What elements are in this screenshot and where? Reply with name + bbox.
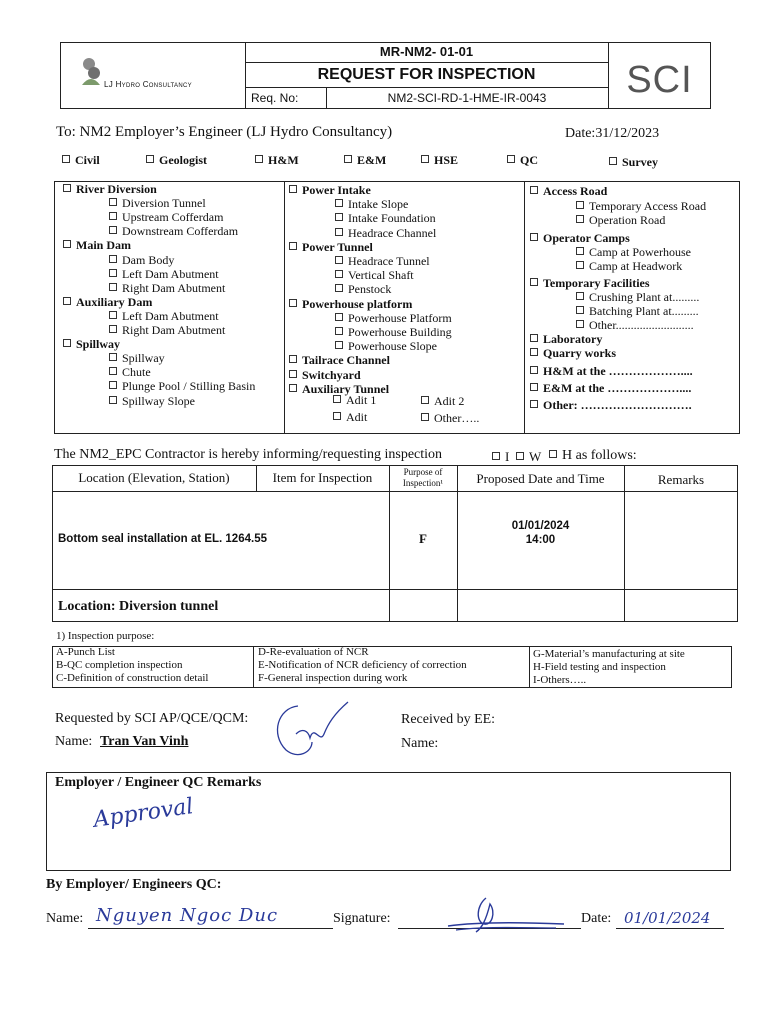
works-option[interactable] xyxy=(335,254,430,268)
works-option-label: Headrace Tunnel xyxy=(348,254,430,268)
logo-text: LJ Hydro Consultancy xyxy=(104,80,192,89)
checkbox-icon xyxy=(289,299,297,307)
checkbox-icon xyxy=(335,270,343,278)
works-option[interactable] xyxy=(109,196,206,210)
works-option-label: Quarry works xyxy=(543,346,616,360)
works-option-label: Right Dam Abutment xyxy=(122,280,226,295)
works-option-label: Powerhouse Slope xyxy=(348,339,437,354)
works-option-label: Powerhouse platform xyxy=(302,296,413,311)
checkbox-icon xyxy=(109,353,117,361)
checkbox-icon xyxy=(335,313,343,321)
works-option-label: Operator Camps xyxy=(543,231,630,245)
row-date: 01/01/2024 xyxy=(511,520,570,532)
works-option[interactable] xyxy=(576,199,706,213)
works-option-label: Other.......................... xyxy=(589,318,694,332)
header-row-line-1 xyxy=(245,62,608,63)
table-location-line xyxy=(52,589,738,590)
checkbox-icon xyxy=(335,284,343,292)
works-option-label: Tailrace Channel xyxy=(302,353,390,368)
purpose-b: B-QC completion inspection xyxy=(56,659,183,671)
req-no-value: NM2-SCI-RD-1-HME-IR-0043 xyxy=(387,91,547,105)
inspection-type-i[interactable]: I xyxy=(492,450,509,464)
checkbox-icon xyxy=(335,327,343,335)
works-option[interactable] xyxy=(109,379,255,393)
works-option-label: Headrace Channel xyxy=(348,225,437,240)
checkbox-icon xyxy=(109,283,117,291)
inspection-type-w[interactable]: W xyxy=(516,450,541,464)
works-option[interactable] xyxy=(289,183,371,197)
works-option[interactable] xyxy=(335,197,408,211)
checkbox-icon xyxy=(289,185,297,193)
checkbox-icon xyxy=(576,201,584,209)
sign-date-label: Date: xyxy=(581,911,612,926)
checkbox-icon xyxy=(344,155,352,163)
works-option-label: Plunge Pool / Stilling Basin xyxy=(122,379,256,394)
works-option-label: E&M at the ……………….... xyxy=(543,381,692,395)
works-option[interactable] xyxy=(530,346,616,360)
checkbox-icon xyxy=(421,396,429,404)
works-option-label: Spillway xyxy=(76,337,121,352)
received-name-label: Name: xyxy=(401,736,439,751)
works-option-label: Access Road xyxy=(543,184,608,198)
works-option-label: Batching Plant at......... xyxy=(589,304,699,318)
sign-date-line xyxy=(616,928,724,929)
th-remarks: Remarks xyxy=(657,472,705,487)
requester-name: Tran Van Vinh xyxy=(100,734,189,749)
works-option-label: Upstream Cofferdam xyxy=(122,210,224,225)
checkbox-icon xyxy=(63,339,71,347)
works-option-label: Temporary Access Road xyxy=(589,199,707,213)
works-divider-1 xyxy=(284,181,285,434)
works-option[interactable] xyxy=(289,240,373,254)
works-option[interactable] xyxy=(289,297,412,311)
table-col-line xyxy=(624,465,625,622)
works-option[interactable] xyxy=(63,238,131,252)
works-option[interactable] xyxy=(530,184,607,198)
adit-other-option[interactable]: Other….. xyxy=(421,411,479,425)
checkbox-icon xyxy=(289,384,297,392)
to-line: To: NM2 Employer’s Engineer (LJ Hydro Consultancy) xyxy=(56,124,393,140)
works-option-label: Powerhouse Platform xyxy=(348,310,452,325)
works-option-label: River Diversion xyxy=(76,182,157,196)
purpose-i: I-Others….. xyxy=(533,674,587,686)
works-option-label: Camp at Powerhouse xyxy=(589,245,691,259)
purpose-d: D-Re-evaluation of NCR xyxy=(258,646,369,658)
works-option-label: Power Intake xyxy=(302,183,371,197)
works-option[interactable] xyxy=(335,311,452,325)
qc-signature xyxy=(446,892,566,936)
checkbox-icon xyxy=(576,247,584,255)
checkbox-icon xyxy=(576,215,584,223)
checkbox-icon xyxy=(333,412,341,420)
works-option-label: Main Dam xyxy=(76,238,131,253)
works-option-label: Operation Road xyxy=(589,213,666,227)
row-item: Bottom seal installation at EL. 1264.55 xyxy=(58,533,267,545)
by-qc-label: By Employer/ Engineers QC: xyxy=(46,877,222,892)
checkbox-icon xyxy=(109,367,117,375)
works-option-label: H&M at the ……………….... xyxy=(543,364,693,378)
works-option-label: Temporary Facilities xyxy=(543,276,650,290)
requester-name-label: Name: xyxy=(55,734,93,749)
works-option-label: Camp at Headwork xyxy=(589,259,683,273)
purpose-f: F-General inspection during work xyxy=(258,672,408,684)
sci-brand-logo: SCI xyxy=(626,59,693,101)
th-location: Location (Elevation, Station) xyxy=(78,470,230,485)
discipline-geologist[interactable]: Geologist xyxy=(146,153,207,167)
works-option[interactable] xyxy=(289,353,390,367)
works-option[interactable] xyxy=(109,394,195,408)
checkbox-icon xyxy=(335,256,343,264)
works-option[interactable] xyxy=(335,226,436,240)
th-date: Proposed Date and Time xyxy=(476,471,605,486)
checkbox-icon xyxy=(335,213,343,221)
works-option[interactable] xyxy=(109,365,151,379)
works-option[interactable] xyxy=(63,337,120,351)
discipline-civil[interactable]: Civil xyxy=(62,153,100,167)
header-row-line-2 xyxy=(245,87,608,88)
discipline-hse[interactable]: HSE xyxy=(421,153,458,167)
works-option[interactable] xyxy=(63,182,157,196)
sign-date-hand: 01/01/2024 xyxy=(624,909,711,927)
works-option[interactable] xyxy=(63,295,152,309)
checkbox-icon xyxy=(507,155,515,163)
works-option-label: Switchyard xyxy=(302,367,361,382)
form-title: REQUEST FOR INSPECTION xyxy=(317,66,536,83)
works-option[interactable] xyxy=(109,267,219,281)
works-option-label: Intake Slope xyxy=(348,197,409,212)
adit-2-option[interactable]: Adit 2 xyxy=(421,394,464,408)
checkbox-icon xyxy=(109,226,117,234)
inspection-type-h[interactable]: H as follows: xyxy=(549,448,637,464)
purpose-e: E-Notification of NCR deficiency of correction xyxy=(258,659,467,671)
works-option-label: Crushing Plant at......... xyxy=(589,290,700,304)
works-option-label: Downstream Cofferdam xyxy=(122,224,239,239)
checkbox-icon xyxy=(109,255,117,263)
sign-name-line xyxy=(88,928,333,929)
checkbox-icon xyxy=(109,396,117,404)
checkbox-icon xyxy=(335,228,343,236)
checkbox-icon xyxy=(333,395,341,403)
checkbox-icon xyxy=(289,370,297,378)
checkbox-icon xyxy=(146,155,154,163)
checkbox-icon xyxy=(109,198,117,206)
checkbox-icon xyxy=(421,155,429,163)
company-logo xyxy=(78,55,238,95)
checkbox-icon xyxy=(255,155,263,163)
works-option-label: Penstock xyxy=(348,282,392,297)
works-option-label: Other: ………………………. xyxy=(543,398,692,412)
checkbox-icon xyxy=(335,199,343,207)
works-option[interactable] xyxy=(109,309,219,323)
checkbox-icon xyxy=(549,450,557,458)
checkbox-icon xyxy=(530,366,538,374)
adit-option[interactable]: Adit xyxy=(333,410,367,424)
works-option[interactable] xyxy=(109,224,238,238)
works-option[interactable] xyxy=(109,323,225,337)
checkbox-icon xyxy=(576,292,584,300)
checkbox-icon xyxy=(421,413,429,421)
checkbox-icon xyxy=(62,155,70,163)
sign-name-hand: Nguyen Ngoc Duc xyxy=(96,905,279,926)
works-option[interactable] xyxy=(576,304,699,318)
works-option-label: Power Tunnel xyxy=(302,239,373,254)
qc-remarks-title: Employer / Engineer QC Remarks xyxy=(55,775,262,790)
works-option-label: Left Dam Abutment xyxy=(122,266,219,281)
checkbox-icon xyxy=(109,381,117,389)
adit-1-option[interactable]: Adit 1 xyxy=(333,393,376,407)
checkbox-icon xyxy=(530,400,538,408)
checkbox-icon xyxy=(63,184,71,192)
discipline-qc[interactable]: QC xyxy=(507,153,538,167)
checkbox-icon xyxy=(63,240,71,248)
table-header-line xyxy=(52,491,738,492)
works-option[interactable] xyxy=(576,213,665,227)
checkbox-icon xyxy=(530,334,538,342)
checkbox-icon xyxy=(530,278,538,286)
checkbox-icon xyxy=(530,383,538,391)
th-item: Item for Inspection xyxy=(272,470,373,485)
requester-signature xyxy=(268,694,358,764)
works-option[interactable] xyxy=(109,253,174,267)
lj-logo-icon xyxy=(78,55,104,89)
works-option[interactable] xyxy=(576,318,694,332)
purpose-h: H-Field testing and inspection xyxy=(533,661,666,673)
works-option[interactable] xyxy=(576,290,699,304)
works-option[interactable] xyxy=(335,339,437,353)
form-code: MR-NM2- 01-01 xyxy=(379,44,474,59)
works-option[interactable] xyxy=(289,368,361,382)
checkbox-icon xyxy=(576,320,584,328)
works-option-label: Auxiliary Tunnel xyxy=(302,381,390,396)
works-option-label: Auxiliary Dam xyxy=(76,294,153,309)
works-option[interactable] xyxy=(335,325,452,339)
date-line: Date:31/12/2023 xyxy=(565,126,660,141)
checkbox-icon xyxy=(609,157,617,165)
signature-label: Signature: xyxy=(333,911,391,926)
purpose-g: G-Material’s manufacturing at site xyxy=(533,648,685,660)
location-label: Location: Diversion tunnel xyxy=(58,599,219,614)
checkbox-icon xyxy=(492,452,500,460)
purpose-c: C-Definition of construction detail xyxy=(56,672,209,684)
works-option[interactable] xyxy=(109,351,165,365)
checkbox-icon xyxy=(289,355,297,363)
works-option[interactable] xyxy=(109,210,223,224)
checkbox-icon xyxy=(289,242,297,250)
checkbox-icon xyxy=(530,348,538,356)
works-option[interactable] xyxy=(530,381,691,395)
works-option[interactable] xyxy=(530,364,693,378)
purpose-a: A-Punch List xyxy=(56,646,115,658)
works-option[interactable] xyxy=(335,211,436,225)
works-option-label: Powerhouse Building xyxy=(348,325,452,339)
row-time: 14:00 xyxy=(525,534,556,546)
works-option-label: Vertical Shaft xyxy=(348,268,414,283)
checkbox-icon xyxy=(109,212,117,220)
checkbox-icon xyxy=(109,325,117,333)
row-purpose: F xyxy=(419,531,427,546)
contractor-line: The NM2_EPC Contractor is hereby informing/requesting inspection xyxy=(54,447,443,462)
works-option-label: Chute xyxy=(122,365,151,380)
requested-by-label: Requested by SCI AP/QCE/QCM: xyxy=(55,711,249,726)
checkbox-icon xyxy=(576,261,584,269)
works-option[interactable] xyxy=(576,259,682,273)
works-option-label: Dam Body xyxy=(122,252,175,267)
works-option-label: Right Dam Abutment xyxy=(122,323,226,337)
works-option-label: Spillway xyxy=(122,351,165,366)
checkbox-icon xyxy=(109,269,117,277)
works-option[interactable] xyxy=(335,268,414,282)
discipline-row xyxy=(0,153,768,169)
checkbox-icon xyxy=(109,311,117,319)
qc-remarks-approval: Approval xyxy=(92,794,195,833)
checkbox-icon xyxy=(63,297,71,305)
works-option[interactable] xyxy=(530,332,602,346)
purpose-note: 1) Inspection purpose: xyxy=(56,630,155,642)
purpose-divider-2 xyxy=(529,646,530,688)
works-option[interactable] xyxy=(530,231,630,245)
checkbox-icon xyxy=(516,452,524,460)
discipline-survey[interactable]: Survey xyxy=(609,155,658,169)
checkbox-icon xyxy=(335,341,343,349)
sign-name-label: Name: xyxy=(46,911,84,926)
discipline-hm[interactable]: H&M xyxy=(255,153,299,167)
checkbox-icon xyxy=(576,306,584,314)
checkbox-icon xyxy=(530,233,538,241)
works-option-label: Left Dam Abutment xyxy=(122,308,219,323)
works-divider-2 xyxy=(524,181,525,434)
works-option[interactable] xyxy=(576,245,691,259)
th-purpose: Purpose of Inspection¹ xyxy=(402,467,444,488)
checkbox-icon xyxy=(530,186,538,194)
works-option-label: Spillway Slope xyxy=(122,393,196,408)
works-option-label: Intake Foundation xyxy=(348,211,436,226)
works-option[interactable] xyxy=(335,282,391,296)
works-option[interactable] xyxy=(530,398,692,412)
works-option-label: Laboratory xyxy=(543,332,603,346)
req-no-label: Req. No: xyxy=(251,91,299,105)
purpose-divider-1 xyxy=(253,646,254,688)
discipline-em[interactable]: E&M xyxy=(344,153,386,167)
received-by-label: Received by EE: xyxy=(401,712,496,727)
works-option-label: Diversion Tunnel xyxy=(122,196,206,211)
works-option[interactable] xyxy=(530,276,650,290)
works-option[interactable] xyxy=(109,281,225,295)
